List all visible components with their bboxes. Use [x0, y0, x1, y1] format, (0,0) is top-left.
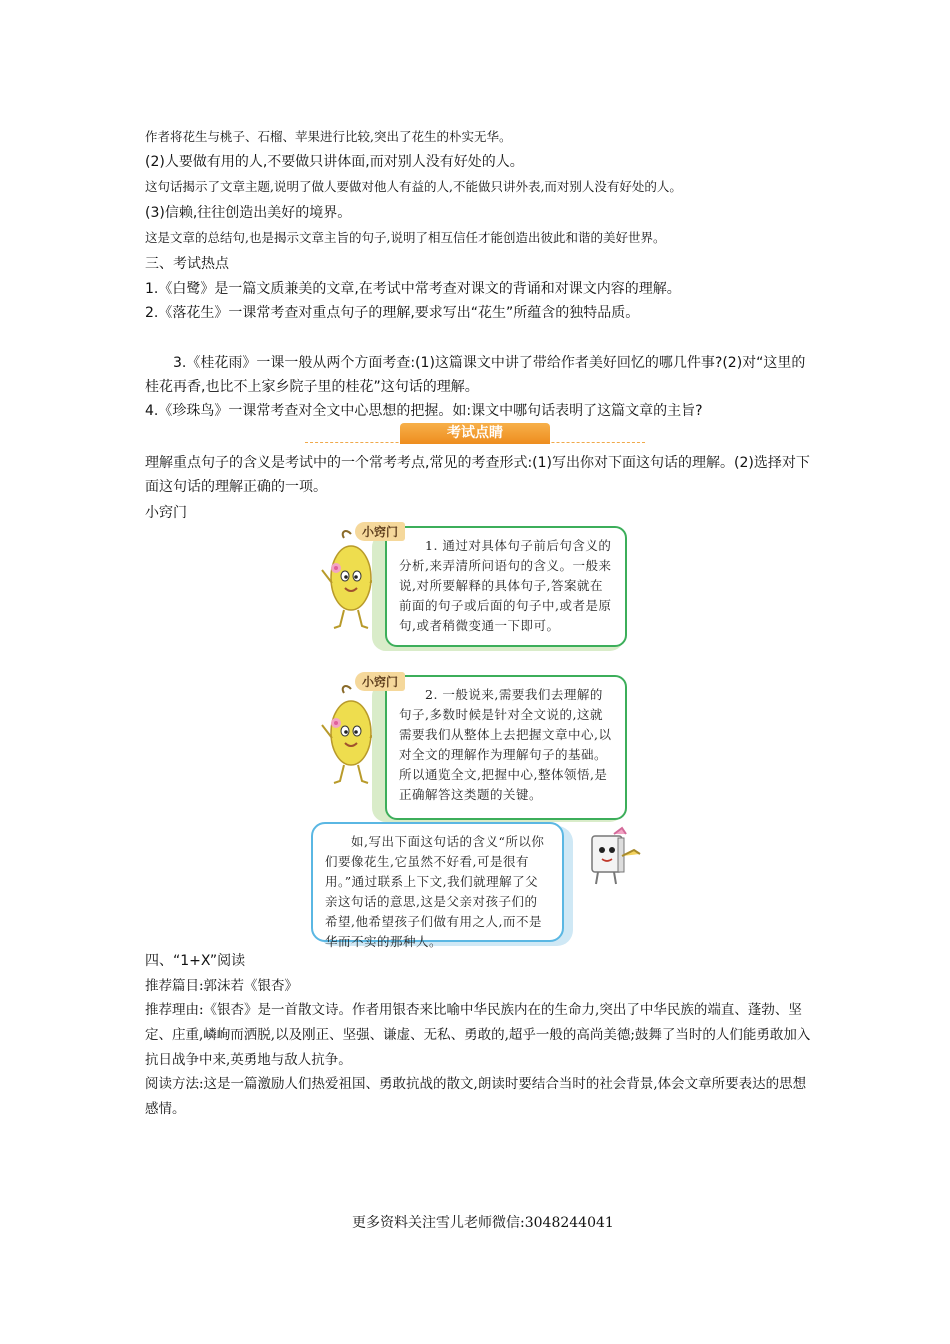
tips-label: 小窍门 [145, 505, 187, 521]
exam-item-3: 3.《桂花雨》一课一般从两个方面考查:(1)这篇课文中讲了带给作者美好回忆的哪几件事?(2)对“这里的桂花再香,也比不上家乡院子里的桂花”这句话的理解。 [145, 355, 806, 395]
tip-card-1: 1. 通过对具体句子前后句含义的分析,来弄清所问语句的含义。一般来说,对所要解释的具体句子,答案就在前面的句子或后面的句子中,或者是原句,或者稍微变通一下即可。 [385, 526, 627, 647]
tip-tag-1: 小窍门 [355, 522, 405, 541]
sentence-2: (2)人要做有用的人,不要做只讲体面,而对别人没有好处的人。 [145, 154, 524, 170]
footer-note: 更多资料关注雪儿老师微信:3048244041 [352, 1215, 614, 1231]
exam-item-4: 4.《珍珠鸟》一课常考查对全文中心思想的把握。如:课文中哪句话表明了这篇文章的主旨? [145, 403, 703, 419]
book-mascot-icon [578, 826, 644, 888]
exam-points-banner: 考试点睛 [400, 423, 550, 444]
section4-heading: 四、“1+X”阅读 [145, 953, 246, 969]
exam-item-1: 1.《白鹭》是一篇文质兼美的文章,在考试中常考查对课文的背诵和对课文内容的理解。 [145, 281, 681, 297]
reading-method: 阅读方法:这是一篇激励人们热爱祖国、勇敢抗战的散文,朗读时要结合当时的社会背景,体会文章所要表达的思想感情。 [145, 1076, 807, 1117]
exam-item-2: 2.《落花生》一课常考查对重点句子的理解,要求写出“花生”所蕴含的独特品质。 [145, 305, 640, 321]
analysis-line-1: 作者将花生与桃子、石榴、苹果进行比较,突出了花生的朴实无华。 [145, 129, 512, 144]
exam-points-text: 理解重点句子的含义是考试中的一个常考考点,常见的考查形式:(1)写出你对下面这句话的理解。(2)选择对下面这句话的理解正确的一项。 [145, 455, 810, 495]
sentence-3: (3)信赖,往往创造出美好的境界。 [145, 205, 352, 221]
section3-heading: 三、考试热点 [145, 256, 229, 272]
tip-tag-2: 小窍门 [355, 672, 405, 691]
recommend-title: 推荐篇目:郭沫若《银杏》 [145, 978, 299, 994]
analysis-line-2: 这句话揭示了文章主题,说明了做人要做对他人有益的人,不能做只讲外表,而对别人没有好处的人。 [145, 179, 682, 194]
example-card: 如,写出下面这句话的含义“所以你们要像花生,它虽然不好看,可是很有用。”通过联系上下文,我们就理解了父亲这句话的意思,这是父亲对孩子们的希望,他希望孩子们做有用之人,而不是华而不实的那种人。 [311, 822, 564, 942]
tip-card-2: 2. 一般说来,需要我们去理解的句子,多数时候是针对全文说的,这就需要我们从整体上去把握文章中心,以对全文的理解作为理解句子的基础。所以通览全文,把握中心,整体领悟,是正确解答这类题的关键。 [385, 675, 627, 820]
analysis-line-3: 这是文章的总结句,也是揭示文章主旨的句子,说明了相互信任才能创造出彼此和谐的美好世界。 [145, 230, 666, 245]
recommend-reason: 推荐理由:《银杏》是一首散文诗。作者用银杏来比喻中华民族内在的生命力,突出了中华民族的端直、蓬勃、坚定、庄重,嶙峋而洒脱,以及刚正、坚强、谦虚、无私、勇敢的,超乎一般的高尚美德;鼓舞了当时的人们能勇敢加入抗日战争中来,英勇地与敌人抗争。 [145, 1002, 811, 1068]
